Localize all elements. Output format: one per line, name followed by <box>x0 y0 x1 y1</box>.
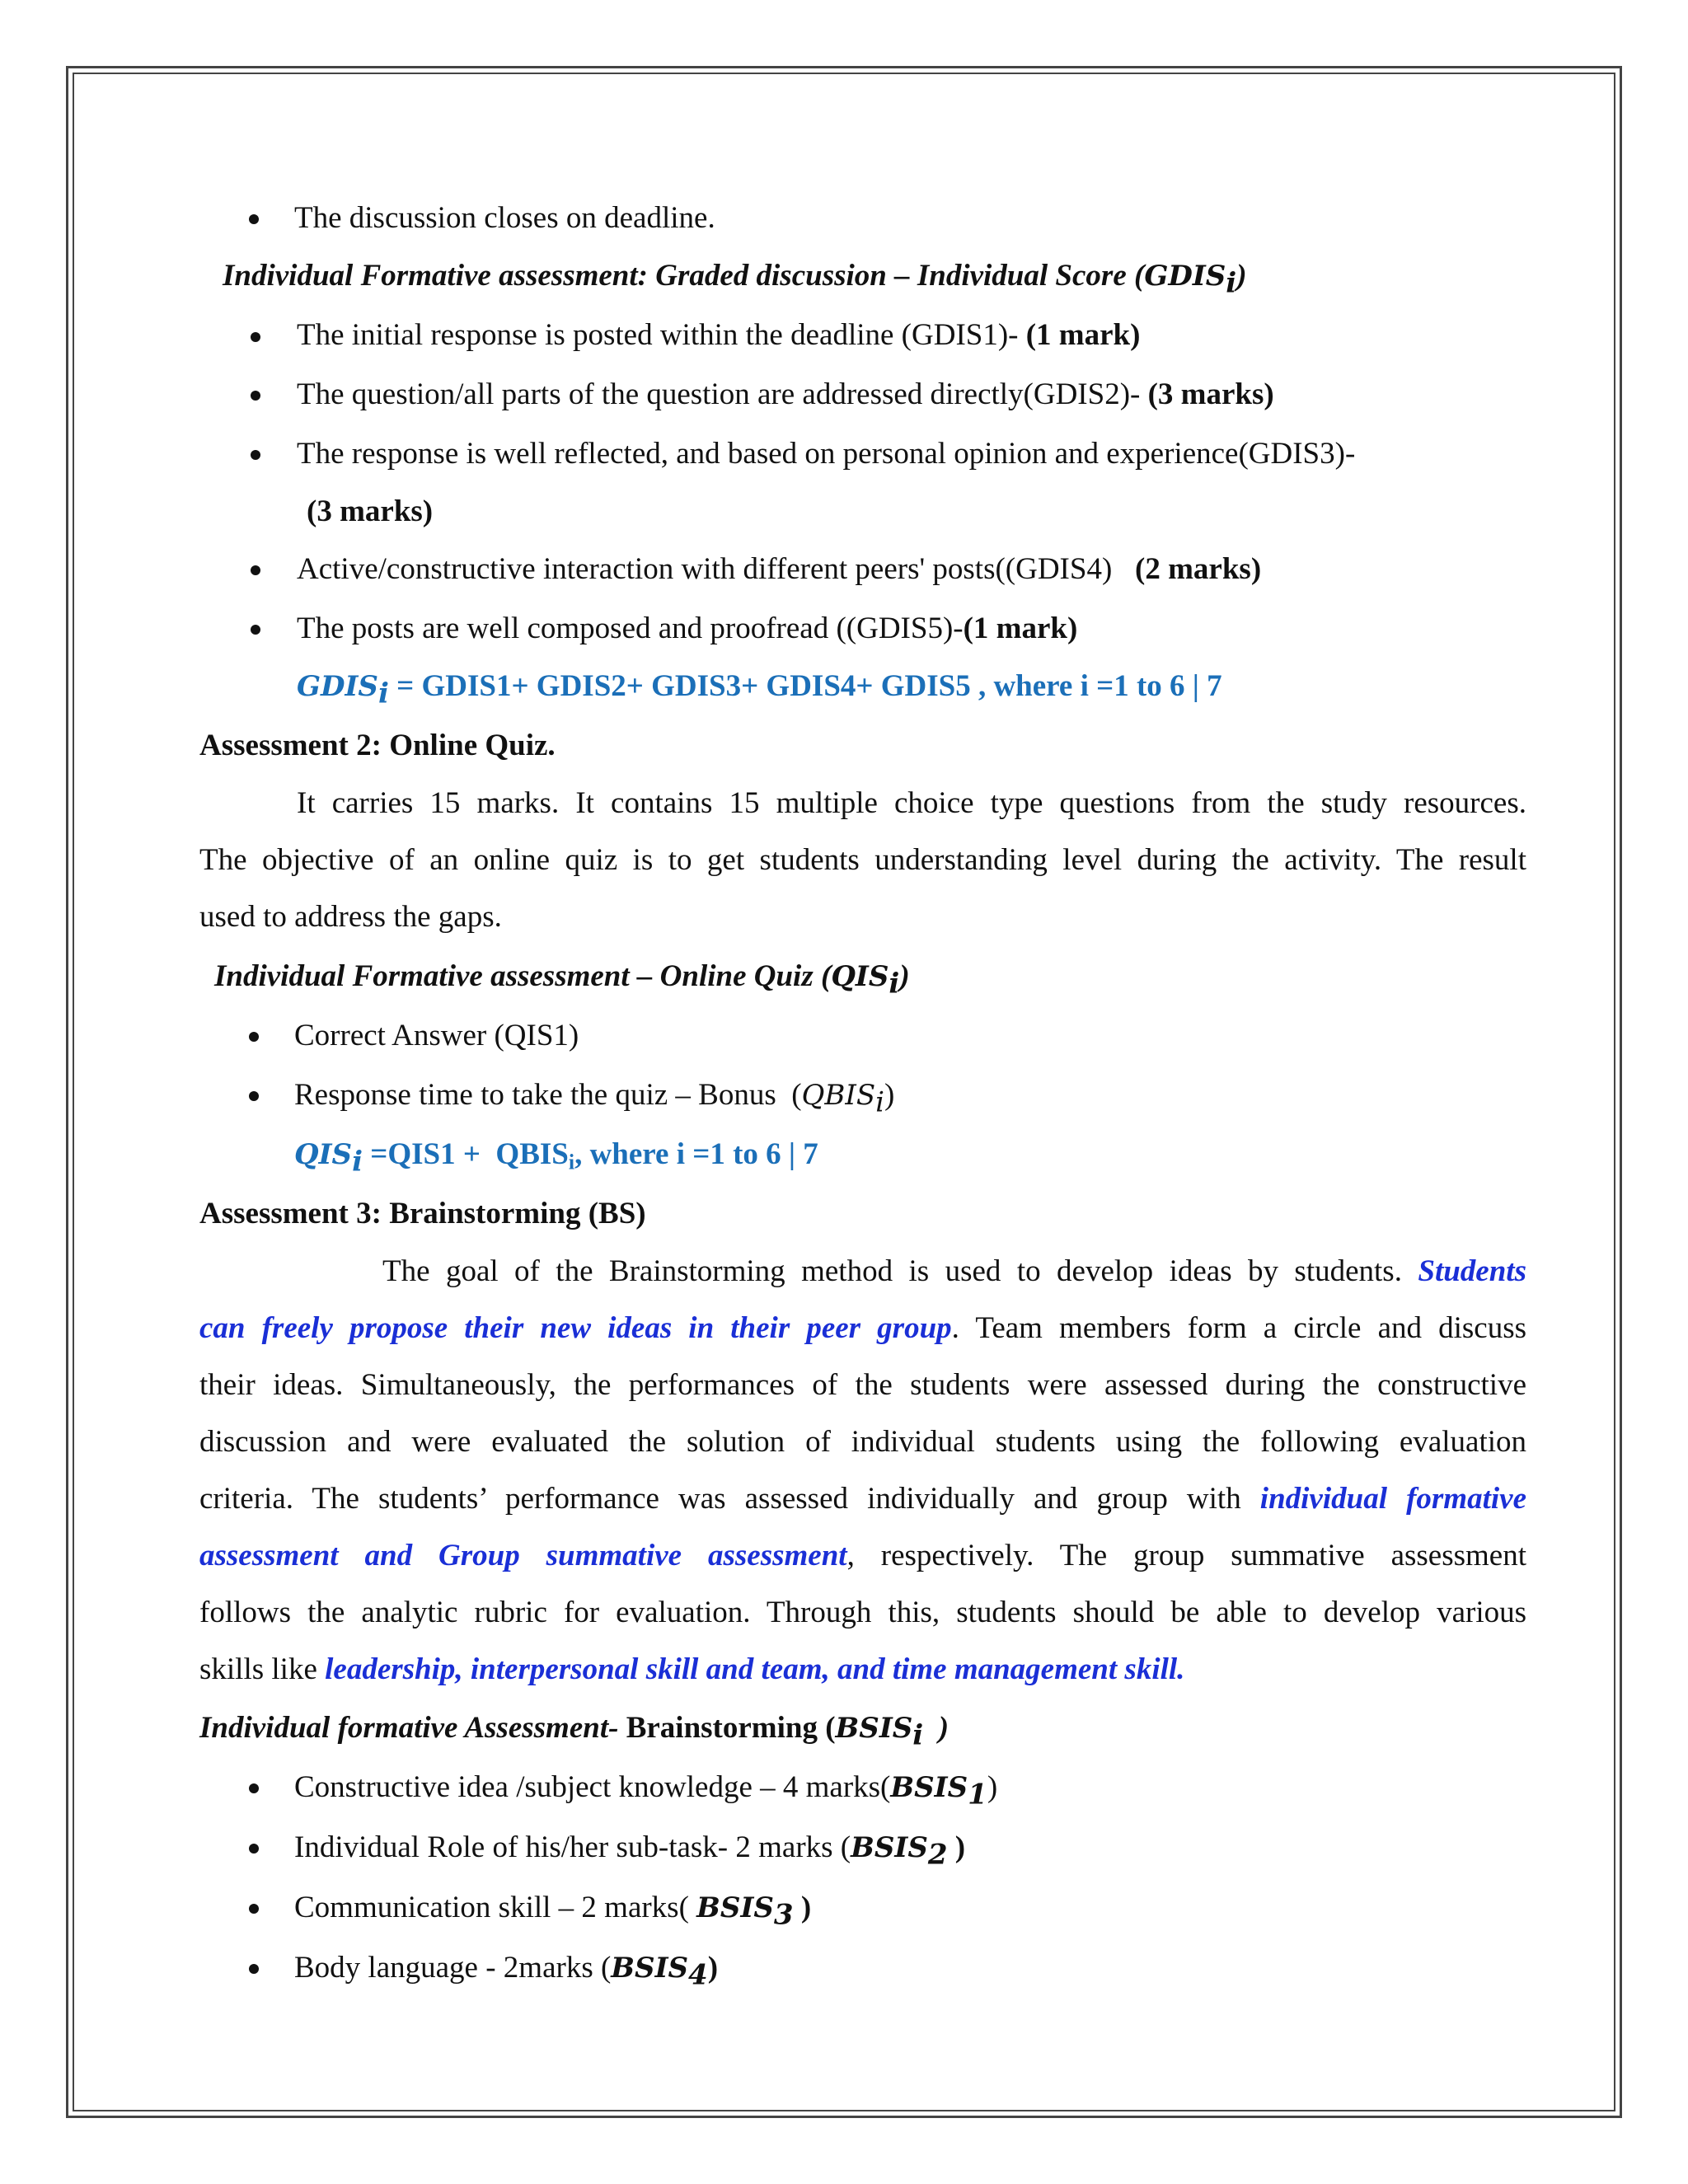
assessment-2-paragraph <box>199 775 1526 945</box>
formula-text: , where i =1 to 6 | 7 <box>574 1137 818 1171</box>
math-subscript: 4 <box>688 1958 708 1992</box>
bsis-item-3 <box>294 1891 812 1932</box>
bullet-icon <box>251 391 260 401</box>
paragraph-line: their ideas. Simultaneously, the performances of the students were assessed during the constructive <box>199 1368 1526 1402</box>
gdis-item-2 <box>297 379 1274 410</box>
math-subscript: i <box>377 677 389 710</box>
math-symbol: BSIS <box>890 1771 968 1804</box>
item-text: Body language - 2marks ( <box>294 1951 612 1985</box>
math-subscript: 3 <box>773 1898 794 1932</box>
quiz-section-heading <box>214 959 910 1001</box>
paragraph-line: follows the analytic rubric for evaluation. Through this, students should be able to develop various <box>199 1596 1526 1629</box>
math-subscript: i <box>889 967 900 1001</box>
formula-text: =QIS1 + QBIS <box>363 1137 569 1171</box>
emphasis-text: leadership, interpersonal skill and team, and time management skill. <box>325 1652 1185 1686</box>
paragraph-line <box>199 1527 1526 1584</box>
quiz-item-1 <box>294 1020 579 1051</box>
bsis-item-4 <box>294 1952 718 1990</box>
brainstorming-section-heading <box>199 1713 949 1750</box>
bsis-item-1 <box>294 1772 997 1809</box>
bullet-icon <box>249 1091 259 1101</box>
math-symbol: QIS <box>294 1138 353 1171</box>
gdis-formula <box>297 671 1222 708</box>
formula-subscript: i <box>568 1150 575 1174</box>
paragraph-text: criteria. The students’ performance was assessed individually and group with <box>199 1482 1260 1516</box>
heading-text: Individual Formative assessment – Online Quiz ( <box>214 959 832 993</box>
bullet-icon <box>251 450 260 460</box>
item-marks: (3 marks) <box>307 494 434 528</box>
item-text: The initial response is posted within the deadline (GDIS1)- <box>297 318 1026 352</box>
math-subscript: 2 <box>927 1838 948 1872</box>
math-symbol: QBIS <box>801 1079 876 1112</box>
math-symbol: QIS <box>831 960 889 993</box>
item-text: Response time to take the quiz – Bonus ( <box>294 1078 802 1112</box>
bullet-icon <box>251 625 260 635</box>
gdis-item-4 <box>297 554 1261 584</box>
item-suffix: ) <box>884 1078 895 1112</box>
gdis-item-3-marks <box>307 496 433 527</box>
math-symbol: BSIS <box>851 1831 928 1864</box>
emphasis-text: Students <box>1418 1254 1526 1288</box>
item-text: Communication skill – 2 marks( <box>294 1891 697 1924</box>
heading-suffix: ) <box>923 1711 950 1745</box>
item-text: Individual Role of his/her sub-task- 2 marks ( <box>294 1830 851 1864</box>
emphasis-text: assessment and Group summative assessment <box>199 1539 847 1572</box>
bullet-icon <box>251 565 260 575</box>
paragraph-line: It carries 15 marks. It contains 15 multiple choice type questions from the study resources. <box>297 786 1526 820</box>
list-item-discussion-closes <box>294 203 715 233</box>
math-subscript: i <box>875 1085 885 1119</box>
assessment-3-heading <box>199 1198 646 1229</box>
bullet-icon <box>249 1964 259 1974</box>
math-subscript: 1 <box>968 1778 987 1811</box>
bullet-icon <box>249 1783 259 1793</box>
item-suffix: ) <box>793 1891 812 1924</box>
paragraph-line: used to address the gaps. <box>199 900 502 934</box>
bullet-icon <box>249 1032 259 1042</box>
heading-suffix: ) <box>899 959 910 993</box>
paragraph-line: discussion and were evaluated the solution of individual students using the following evaluation <box>199 1425 1526 1459</box>
paragraph-text: , respectively. The group summative assessment <box>846 1539 1527 1572</box>
math-symbol: BSIS <box>696 1891 774 1924</box>
math-symbol: BSIS <box>611 1952 689 1985</box>
paragraph-text: The goal of the Brainstorming method is used to develop ideas by students. <box>382 1254 1418 1288</box>
math-symbol: GDIS <box>1144 260 1226 293</box>
emphasis-text: can freely propose their new ideas in their peer group <box>199 1311 952 1345</box>
list-item-text: The discussion closes on deadline. <box>294 201 715 235</box>
item-marks: (2 marks) <box>1135 552 1262 586</box>
quiz-item-2 <box>294 1080 894 1117</box>
math-symbol: BSIS <box>835 1712 913 1745</box>
item-suffix: ) <box>947 1830 966 1864</box>
paragraph-line <box>199 1470 1526 1527</box>
paragraph-text: . Team members form a circle and discuss <box>951 1311 1526 1345</box>
emphasis-text: individual formative <box>1259 1482 1526 1516</box>
heading-text: Individual Formative assessment: Graded discussion – Individual Score ( <box>223 259 1145 293</box>
heading-bold-text: Brainstorming ( <box>618 1711 836 1745</box>
item-text: Constructive idea /subject knowledge – 4 marks( <box>294 1770 891 1804</box>
item-text: Correct Answer (QIS1) <box>294 1019 579 1052</box>
item-marks: (1 mark) <box>1025 318 1141 352</box>
gdis-item-1 <box>297 320 1140 350</box>
formula-text: = GDIS1+ GDIS2+ GDIS3+ GDIS4+ GDIS5 , where i =1 to 6 | 7 <box>388 669 1222 703</box>
paragraph-line <box>199 1641 1526 1698</box>
math-subscript: i <box>1226 266 1237 300</box>
item-text: Active/constructive interaction with different peers' posts((GDIS4) <box>297 552 1136 586</box>
paragraph-line: The objective of an online quiz is to get students understanding level during the activity. The result <box>199 843 1526 877</box>
gdis-item-3 <box>297 438 1355 469</box>
bullet-icon <box>249 1904 259 1914</box>
gdis-section-heading <box>223 260 1247 298</box>
item-text: The posts are well composed and proofread ((GDIS5)- <box>297 612 964 645</box>
paragraph-text: skills like <box>199 1652 326 1686</box>
math-subscript: i <box>912 1718 924 1752</box>
bullet-icon <box>249 214 259 224</box>
item-suffix: ) <box>707 1951 719 1985</box>
assessment-3-paragraph <box>199 1243 1526 1698</box>
bullet-icon <box>251 332 260 342</box>
item-suffix: ) <box>987 1770 998 1804</box>
item-text: The response is well reflected, and based on personal opinion and experience(GDIS3)- <box>297 437 1356 471</box>
math-symbol: GDIS <box>297 670 378 703</box>
item-marks: (1 mark) <box>963 612 1078 645</box>
heading-text: Assessment 3: Brainstorming (BS) <box>199 1197 646 1230</box>
bullet-icon <box>249 1844 259 1854</box>
assessment-2-heading <box>199 730 556 761</box>
item-text: The question/all parts of the question are addressed directly(GDIS2)- <box>297 377 1148 411</box>
heading-suffix: ) <box>1236 259 1247 293</box>
paragraph-line <box>199 1300 1526 1357</box>
bsis-item-2 <box>294 1830 966 1872</box>
item-marks: (3 marks) <box>1147 377 1274 411</box>
quiz-formula <box>294 1137 818 1179</box>
math-subscript: i <box>352 1145 363 1179</box>
gdis-item-5 <box>297 613 1077 644</box>
paragraph-line <box>199 1243 1526 1300</box>
heading-text: Assessment 2: Online Quiz. <box>199 729 556 762</box>
heading-italic-text: Individual formative Assessment- <box>199 1711 619 1745</box>
